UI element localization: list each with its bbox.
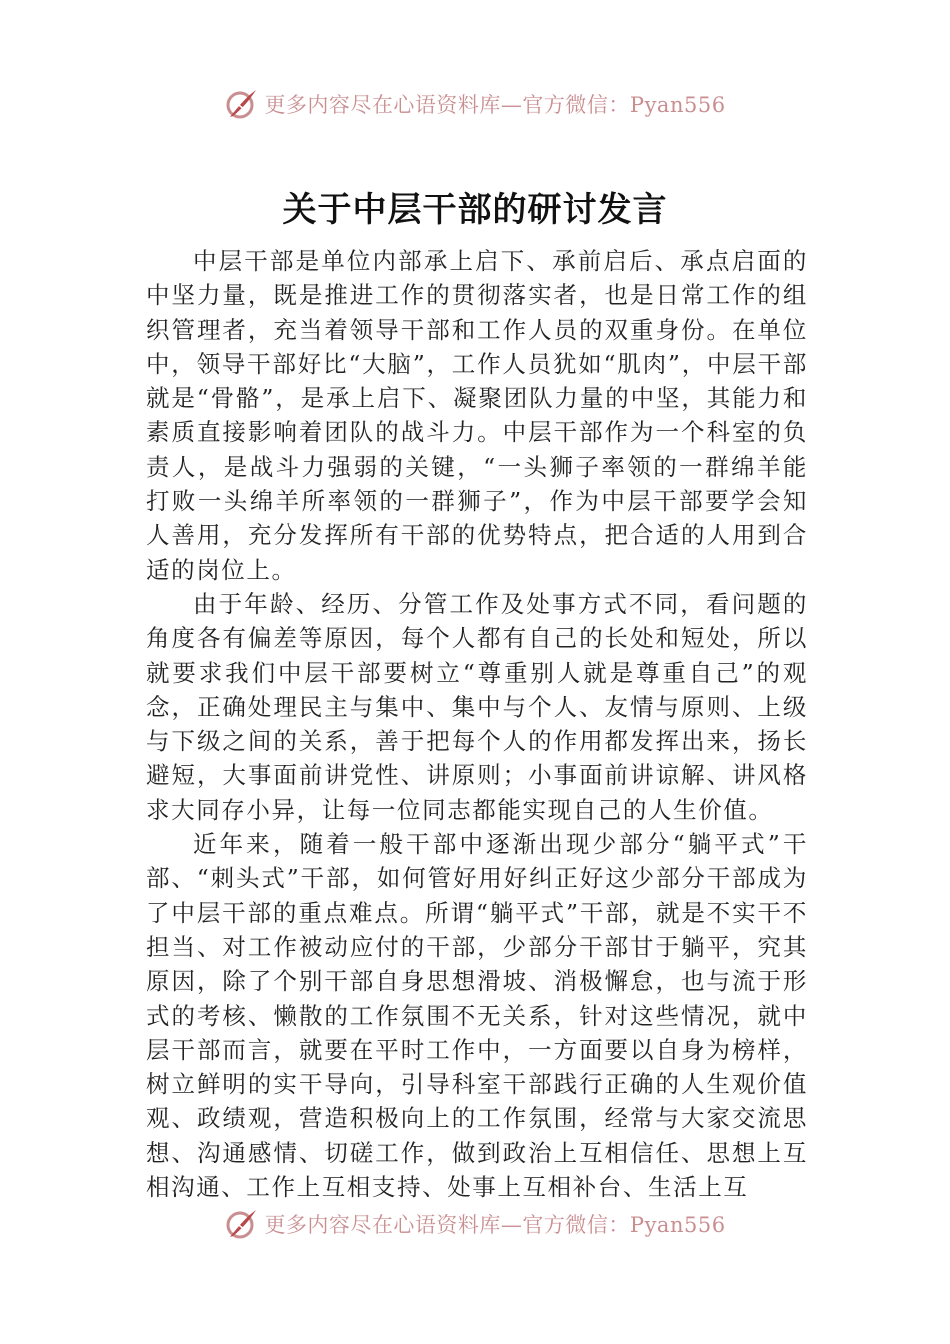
document-body	[146, 244, 808, 1204]
document-title: 关于中层干部的研讨发言	[282, 190, 668, 230]
header-watermark-text: 更多内容尽在心语资料库—官方微信：Pyan556	[264, 93, 726, 117]
feather-pen-icon	[224, 1207, 258, 1241]
header-watermark	[0, 84, 950, 124]
footer-watermark-text: 更多内容尽在心语资料库—官方微信：Pyan556	[264, 1213, 726, 1237]
feather-pen-icon	[224, 87, 258, 121]
paragraph: 由于年龄、经历、分管工作及处事方式不同，看问题的角度各有偏差等原因，每个人都有自己的长处和短处，所以就要求我们中层干部要树立“尊重别人就是尊重自己”的观念，正确处理民主与集中、集中与个人、友情与原则、上级与下级之间的关系，善于把每个人的作用都发挥出来，扬长避短，大事面前讲党性、讲原则；小事面前讲谅解、讲风格求大同存小异，让每一位同志都能实现自己的人生价值。	[146, 589, 808, 824]
footer-watermark	[0, 1204, 950, 1244]
paragraph: 中层干部是单位内部承上启下、承前启后、承点启面的中坚力量，既是推进工作的贯彻落实者，也是日常工作的组织管理者，充当着领导干部和工作人员的双重身份。在单位中，领导干部好比“大脑”，工作人员犹如“肌肉”，中层干部就是“骨骼”，是承上启下、凝聚团队力量的中坚，其能力和素质直接影响着团队的战斗力。中层干部作为一个科室的负责人，是战斗力强弱的关键，“一头狮子率领的一群绵羊能打败一头绵羊所率领的一群狮子”，作为中层干部要学会知人善用，充分发挥所有干部的优势特点，把合适的人用到合适的岗位上。	[146, 247, 808, 584]
paragraph: 近年来，随着一般干部中逐渐出现少部分“躺平式”干部、“刺头式”干部，如何管好用好纠正好这少部分干部成为了中层干部的重点难点。所谓“躺平式”干部，就是不实干不担当、对工作被动应付的干部，少部分干部甘于躺平，究其原因，除了个别干部自身思想滑坡、消极懈怠，也与流于形式的考核、懒散的工作氛围不无关系，针对这些情况，就中层干部而言，就要在平时工作中，一方面要以自身为榜样，树立鲜明的实干导向，引导科室干部践行正确的人生观价值观、政绩观，营造积极向上的工作氛围，经常与大家交流思想、沟通感情、切磋工作，做到政治上互相信任、思想上互相沟通、工作上互相支持、处事上互相补台、生活上互	[146, 830, 808, 1202]
